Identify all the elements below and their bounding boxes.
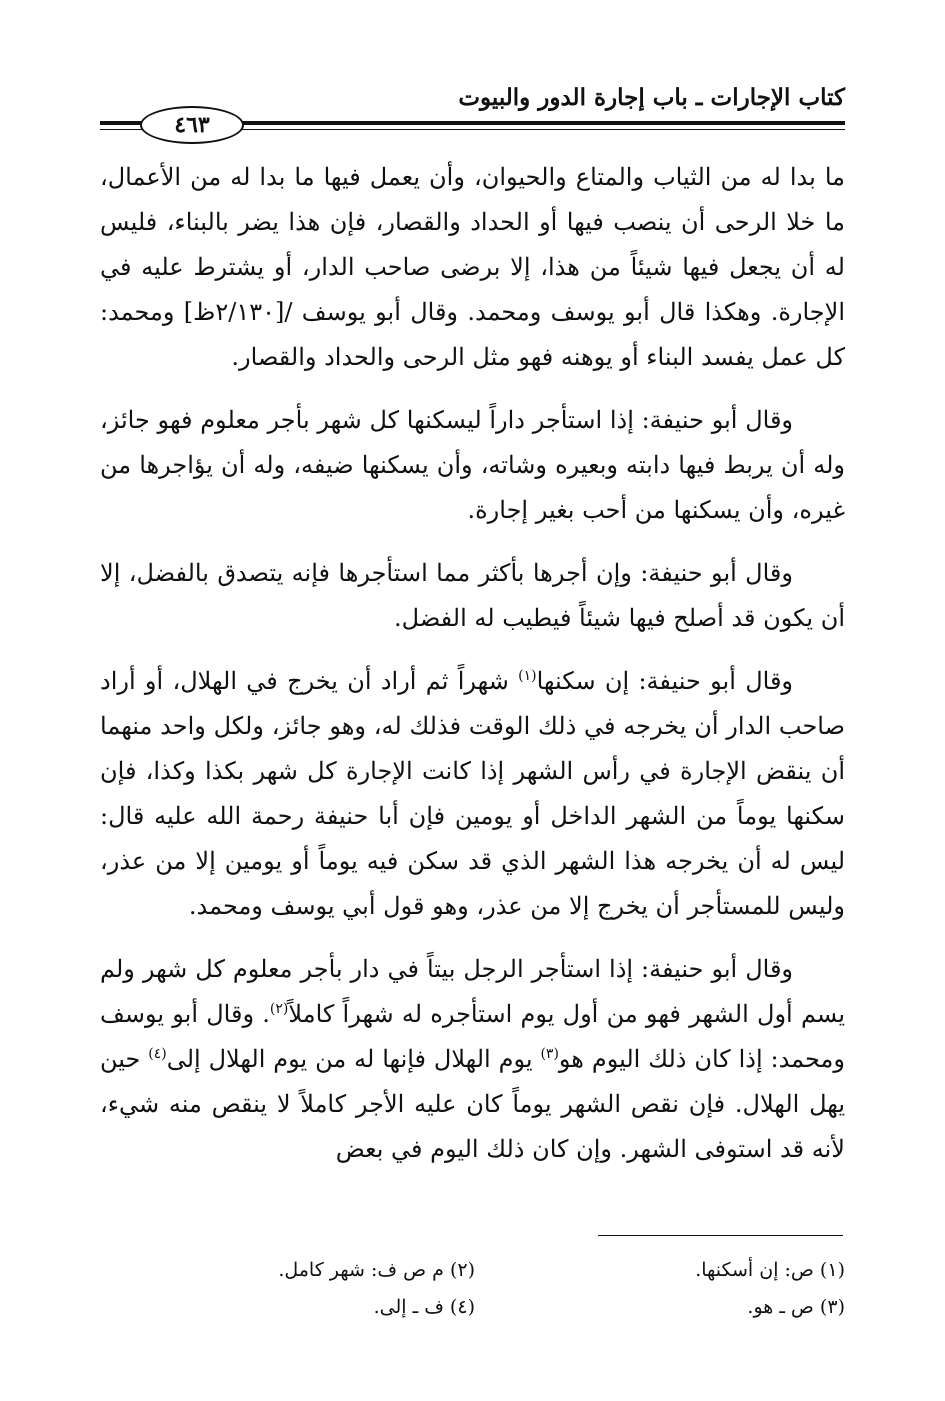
footnotes — [100, 1252, 845, 1326]
paragraph-5-part-c: يوم الهلال فإنها له من يوم الهلال إلى — [166, 1045, 541, 1073]
paragraph-5-part-b: . وقال أبو يوسف ومحمد: إذا كان ذلك اليوم هو — [100, 1000, 845, 1073]
footnote-row-1 — [100, 1252, 845, 1289]
paragraph-2: وقال أبو حنيفة: إذا استأجر داراً ليسكنها كل شهر بأجر معلوم فهو جائز، وله أن يربط فيها دابته وبعيره وشاته، وأن يسكنها ضيفه، وله أن يؤاجرها من غيره، وأن يسكنها من أحب بغير إجارة. — [100, 406, 845, 524]
page-header — [100, 80, 845, 140]
paragraph-1: ما بدا له من الثياب والمتاع والحيوان، وأن يعمل فيها ما بدا له من الأعمال، ما خلا الرحى أن ينصب فيها أو الحداد والقصار، فإن هذا يضر بالبناء، فليس له أن يجعل فيها شيئاً من هذا، إلا برضى صاحب الدار، أو يشترط عليه في الإجارة. وهكذا قال أبو يوسف ومحمد. وقال أبو يوسف /[٢/١٣٠ظ] ومحمد: كل عمل يفسد البناء أو يوهنه فهو مثل الرحى والحداد والقصار. — [100, 163, 845, 371]
paragraph-4-part-b: شهراً ثم أراد أن يخرج في الهلال، أو أراد صاحب الدار أن يخرجه في ذلك الوقت فذلك له، وهو جائز، ولكل واحد منهما أن ينقض الإجارة في رأس الشهر إذا كانت الإجارة كل شهر بكذا وكذا، فإن سكنها يوماً من الشهر الداخل أو يومين فإن أبا حنيفة رحمة الله عليه قال: ليس له أن يخرجه هذا الشهر الذي قد سكن فيه يوماً أو يومين إلا من عذر، وليس للمستأجر أن يخرج إلا من عذر، وهو قول أبي يوسف ومحمد. — [100, 667, 846, 920]
footnote-ref-3: (٣) — [540, 1046, 559, 1062]
footnote-1: (١) ص: إن أسكنها. — [695, 1259, 845, 1281]
footnote-separator — [598, 1235, 843, 1236]
running-title: كتاب الإجارات ـ باب إجارة الدور والبيوت — [458, 84, 845, 111]
footnote-2: (٢) م ص ف: شهر كامل. — [278, 1259, 475, 1281]
page-number: ٤٦٣ — [174, 112, 210, 138]
footnote-ref-4: (٤) — [148, 1046, 167, 1062]
paragraph-4-part-a: وقال أبو حنيفة: إن سكنها — [536, 667, 794, 695]
footnote-4: (٤) ف ـ إلى. — [373, 1296, 475, 1318]
footnote-ref-2: (٢) — [269, 1001, 289, 1017]
paragraph-3: وقال أبو حنيفة: وإن أجرها بأكثر مما استأجرها فإنه يتصدق بالفضل، إلا أن يكون قد أصلح فيها شيئاً فيطيب له الفضل. — [100, 559, 845, 632]
paragraph-5-part-a: وقال أبو حنيفة: إذا استأجر الرجل بيتاً في دار بأجر معلوم كل شهر ولم يسم أول الشهر فهو من أول يوم استأجره له شهراً كاملاً — [100, 955, 846, 1028]
footnote-ref-1: (١) — [518, 668, 537, 684]
main-text — [100, 155, 845, 1190]
paragraph-4 — [100, 659, 845, 929]
page-number-badge — [140, 106, 244, 144]
footnote-row-2 — [100, 1289, 845, 1326]
paragraph-5-part-d: حين يهل الهلال. فإن نقص الشهر يوماً كان عليه الأجر كاملاً لا ينقص منه شيء، لأنه قد استوفى الشهر. وإن كان ذلك اليوم في بعض — [100, 1045, 845, 1163]
paragraph-5 — [100, 947, 845, 1172]
footnote-3: (٣) ص ـ هو. — [747, 1296, 845, 1318]
